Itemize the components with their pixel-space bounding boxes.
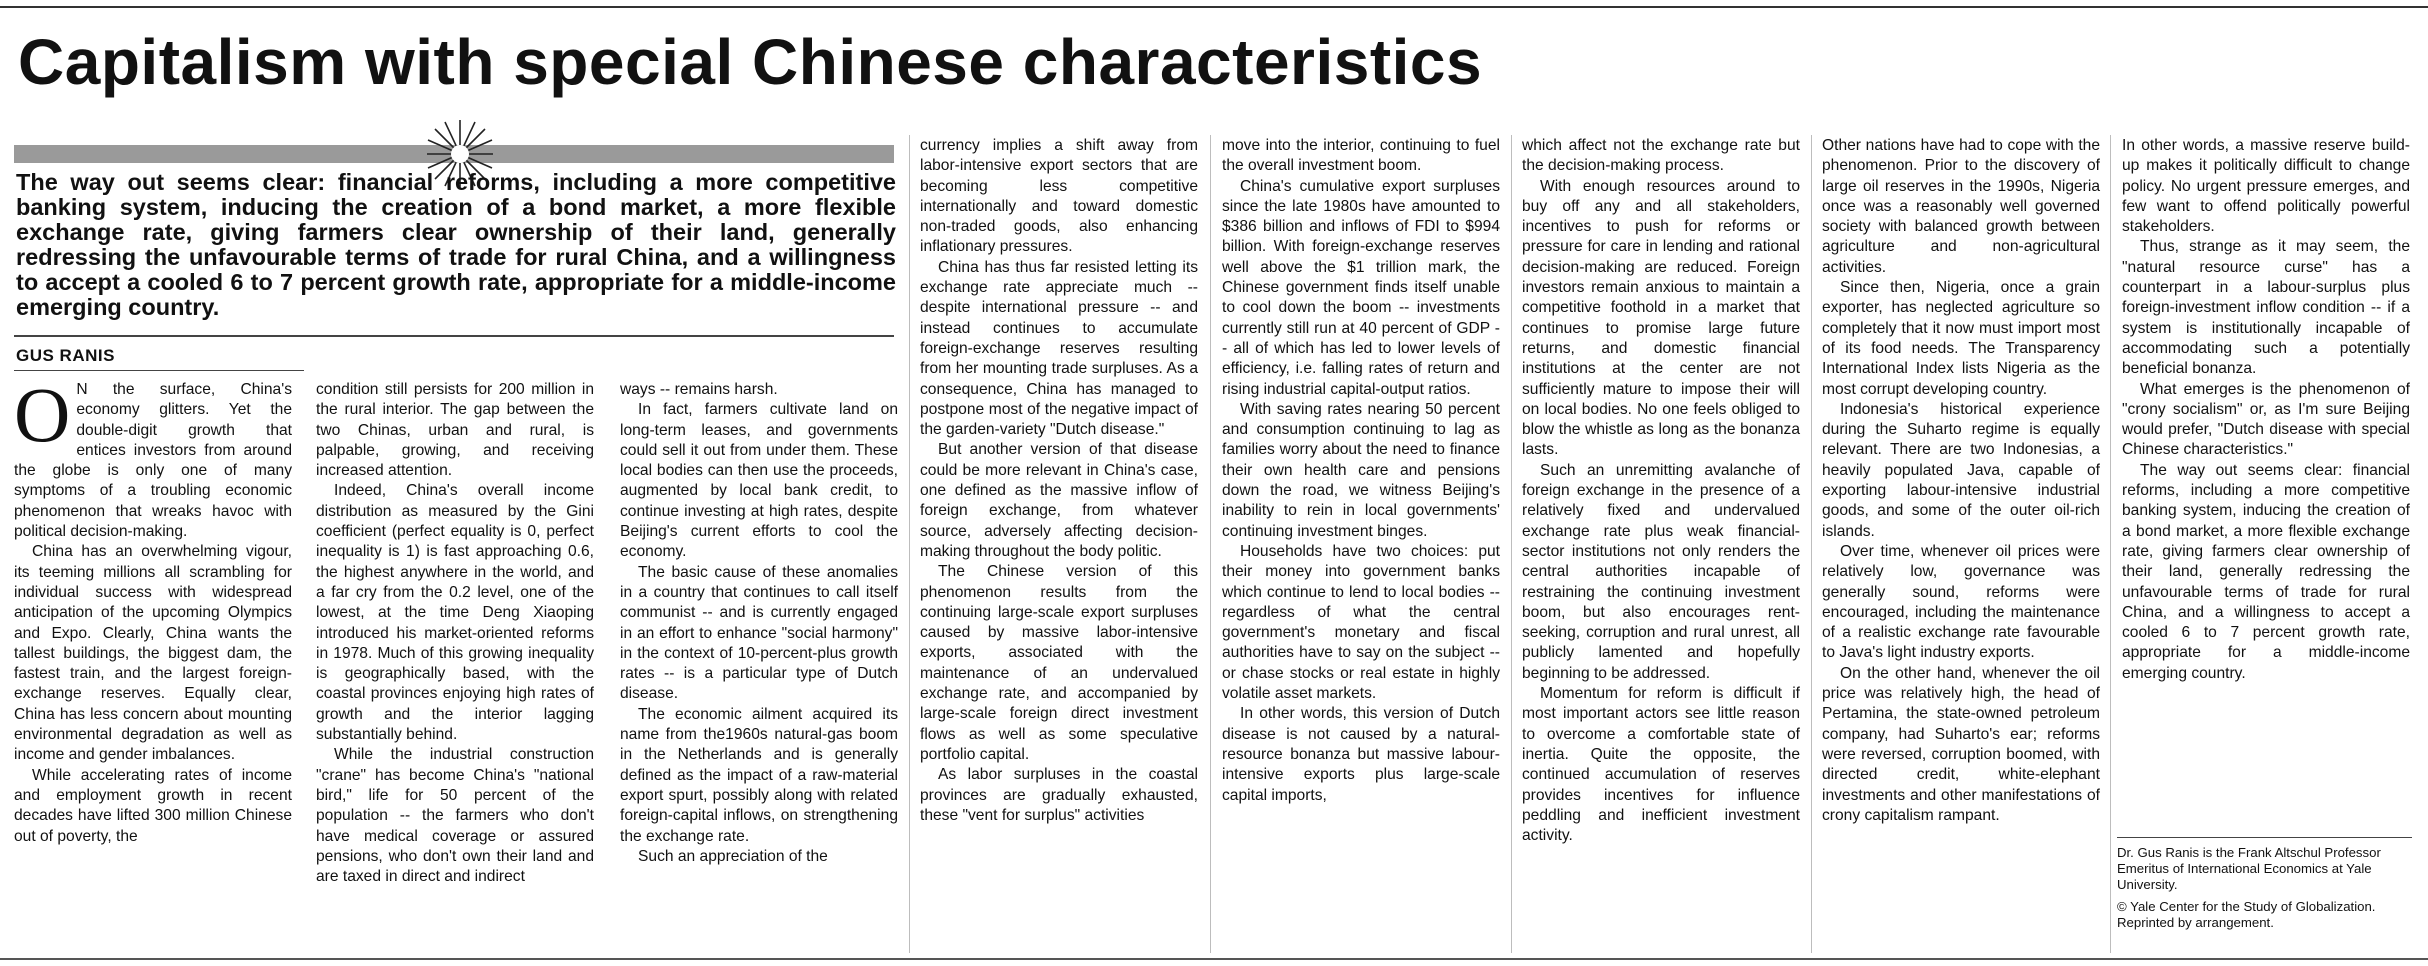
paragraph: On the other hand, whenever the oil price was relatively high, the head of Pertamina, the state-owned petroleum company, had Suharto's ear; reforms were reversed, corruption boomed, with directed credit, white-elephant investments and other manifestations of crony capitalism rampant. [1822, 664, 2100, 824]
paragraph: Indeed, China's overall income distribution as measured by the Gini coefficient (perfect equality is 0, perfect inequality is 1) is fast approaching 0.6, the highest anywhere in the world, and a far cry from the 0.2 level, one of the lowest, at the time Deng Xiaoping introduced his market-oriented reforms in 1978. Much of this growing inequality is geographically based, with the coastal provinces enjoying high rates of growth and the interior lagging substantially behind. [316, 482, 594, 744]
paragraph: Thus, strange as it may seem, the "natural resource curse" has a counterpart in a labour-surplus plus foreign-investment inflow condition -- if a system is institutionally incapable of accommodating such a potentially beneficial bonanza. [2122, 238, 2410, 378]
column-separator [1511, 135, 1512, 953]
column-separator [1210, 135, 1211, 953]
paragraph: In other words, a massive reserve build-up makes it politically difficult to change policy. No urgent pressure emerges, and few want to offend politically powerful stakeholders. [2122, 137, 2410, 236]
paragraph: What emerges is the phenomenon of "crony socialism" or, as I'm sure Beijing would prefer, "Dutch disease with special Chinese characteristics." [2122, 380, 2410, 459]
article-column-8 [2122, 136, 2410, 684]
article-column-6 [1522, 136, 1800, 846]
bio-rule [2117, 837, 2412, 838]
byline: GUS RANIS [16, 346, 115, 365]
paragraph: With enough resources around to buy off any and all stakeholders, incentives to push for reforms or pressure for care in lending and rational decision-making are reduced. Foreign investors remain anxious to maintain a competitive foothold in a market that continues to promise large future returns, and domestic financial institutions at the center are not sufficiently mature to impose their will on local bodies. No one feels obliged to blow the whistle as long as the bonanza lasts. [1522, 177, 1800, 459]
article-column-5 [1222, 136, 1500, 806]
paragraph: The basic cause of these anomalies in a country that continues to call itself communist -- and is currently engaged in an effort to enhance "social harmony" in the context of 10-percent-plus growth rates -- is a particular type of Dutch disease. [620, 563, 898, 703]
article-column-1 [14, 371, 292, 847]
paragraph: Over time, whenever oil prices were relatively low, governance was generally sound, reforms were encouraged, including the maintenance of a realistic exchange rate favourable to Java's light industry exports. [1822, 542, 2100, 662]
paragraph: But another version of that disease could be more relevant in China's case, one defined as the massive inflow of foreign exchange, from whatever source, adversely affecting decision-making throughout the body politic. [920, 441, 1198, 560]
paragraph: As labor surpluses in the coastal provinces are gradually exhausted, these "vent for surplus" activities [920, 766, 1198, 824]
paragraph: Indonesia's historical experience during the Suharto regime is equally relevant. There are two Indonesias, a heavily populated Java, capable of exporting labour-intensive industrial goods, and some of the outer oil-rich islands. [1822, 400, 2100, 540]
paragraph: N the surface, China's economy glitters. Yet the double-digit growth that entices investors from around the globe is only one of many symptoms of a troubling economic phenomenon that wreaks havoc with political decision-making. [14, 381, 292, 541]
paragraph: The Chinese version of this phenomenon results from the continuing large-scale export surpluses caused by massive labor-intensive exports, associated with the maintenance of an undervalued exchange rate, and accompanied by large-scale foreign direct investment flows as well as some speculative portfolio capital. [920, 563, 1198, 763]
author-note: Dr. Gus Ranis is the Frank Altschul Professor Emeritus of International Economics at Yale University. [2117, 845, 2381, 892]
article-column-2 [316, 380, 594, 887]
paragraph: In other words, this version of Dutch disease is not caused by a natural-resource bonanza but massive labour-intensive exports plus large-scale capital imports, [1222, 705, 1500, 804]
paragraph: Households have two choices: put their money into government banks which continue to lend to local bodies -- regardless of what the central government's monetary and fiscal authorities have to say on the subject -- or chase stocks or real estate in highly volatile asset markets. [1222, 542, 1500, 703]
column-separator [909, 135, 910, 953]
article-column-3 [620, 380, 898, 867]
article-column-4 [920, 136, 1198, 826]
paragraph: China has an overwhelming vigour, its teeming millions all scrambling for individual success with widespread anticipation of the upcoming Olympics and Expo. Clearly, China wants the tallest buildings, the biggest dam, the fastest train, and the largest foreign-exchange reserves. Equally clear, China has less concern about mounting environmental degradation as well as income and gender imbalances. [14, 543, 292, 764]
paragraph: Momentum for reform is difficult if most important actors see little reason to overcome a comfortable state of inertia. Quite the opposite, the continued accumulation of reserves provides incentives for influence peddling and inefficient investment activity. [1522, 685, 1800, 845]
paragraph: The way out seems clear: financial reforms, including a more competitive banking system, inducing the creation of a bond market, a more flexible exchange rate, giving farmers clear ownership of their land, generally redressing the unfavourable terms of trade for rural China, and a willingness to accept a cooled 6 to 7 percent growth rate, appropriate for a middle-income emerging country. [2122, 461, 2410, 682]
paragraph: Other nations have had to cope with the phenomenon. Prior to the discovery of large oil reserves in the 1990s, Nigeria once was a reasonably well governed society with balanced growth between agriculture and non-agricultural activities. [1822, 137, 2100, 276]
column-separator [2110, 135, 2111, 953]
page-title: Capitalism with special Chinese characteristics [18, 26, 1483, 98]
top-rule [0, 6, 2428, 8]
paragraph: While accelerating rates of income and employment growth in recent decades have lifted 300 million Chinese out of poverty, the [14, 766, 292, 845]
paragraph: While the industrial construction "crane" has become China's "national bird," life for 50 percent of the population -- the farmers who don't have medical coverage or assured pensions, who don't own their land and are taxed in direct and indirect [316, 746, 594, 886]
copyright-note: © Yale Center for the Study of Globalization. Reprinted by arrangement. [2117, 899, 2376, 930]
paragraph: ways -- remains harsh. [620, 381, 778, 398]
deck-summary: The way out seems clear: financial reforms, including a more competitive banking system, inducing the creation of a bond market, a more flexible exchange rate, giving farmers clear ownership of their land, generally redressing the unfavourable terms of trade for rural China, and a willingness to accept a cooled 6 to 7 percent growth rate, appropriate for a middle-income emerging country. [16, 169, 896, 320]
paragraph: currency implies a shift away from labor-intensive export sectors that are becoming less competitive internationally and toward domestic non-traded goods, also enhancing inflationary pressures. [920, 137, 1198, 256]
article-column-7 [1822, 136, 2100, 826]
paragraph: China's cumulative export surpluses since the late 1980s have amounted to $386 billion and inflows of FDI to $994 billion. With foreign-exchange reserves well above the $1 trillion mark, the Chinese government finds itself unable to cool down the boom -- investments currently still run at 40 percent of GDP -- all of which has led to lower levels of efficiency, i.e. falling rates of return and rising industrial capital-output ratios. [1222, 177, 1500, 398]
drop-cap: O [14, 371, 71, 458]
paragraph: which affect not the exchange rate but the decision-making process. [1522, 137, 1800, 175]
paragraph: The economic ailment acquired its name from the1960s natural-gas boom in the Netherlands and is generally defined as the impact of a raw-material export spurt, possibly along with related foreign-capital inflows, on strengthening the exchange rate. [620, 705, 898, 845]
paragraph: China has thus far resisted letting its exchange rate appreciate much -- despite international pressure -- and instead continues to accumulate foreign-exchange reserves resulting from her mounting trade surpluses. As a consequence, China has managed to postpone most of the negative impact of the garden-variety "Dutch disease." [920, 258, 1198, 439]
deck-rule [14, 335, 894, 337]
paragraph: Such an appreciation of the [638, 847, 828, 865]
paragraph: With saving rates nearing 50 percent and consumption continuing to lag as families worry about the need to finance their own health care and pensions down the road, we witness Beijing's inability to rein in local governments' continuing investment binges. [1222, 400, 1500, 540]
author-bio [2117, 845, 2412, 937]
paragraph: move into the interior, continuing to fuel the overall investment boom. [1222, 137, 1500, 175]
bottom-rule [0, 958, 2428, 960]
paragraph: Since then, Nigeria, once a grain exporter, has neglected agriculture so completely that it now must import most of its food needs. The Transparency International Index lists Nigeria as the most corrupt developing country. [1822, 279, 2100, 398]
column-separator [1811, 135, 1812, 953]
paragraph: In fact, farmers cultivate land on long-term leases, and governments could sell it out from under them. These local bodies can then use the proceeds, augmented by local bank credit, to continue investing at high rates, despite Beijing's current efforts to cool the economy. [620, 401, 898, 561]
paragraph: condition still persists for 200 million in the rural interior. The gap between the two Chinas, urban and rural, is palpable, growing, and receiving increased attention. [316, 381, 594, 480]
paragraph: Such an unremitting avalanche of foreign exchange in the presence of a relatively fixed and undervalued exchange rate plus weak financial-sector institutions not only renders the central authorities incapable of restraining the continuing investment boom, but also encourages rent-seeking, corruption and rural unrest, all publicly lamented and hopefully beginning to be addressed. [1522, 461, 1800, 682]
